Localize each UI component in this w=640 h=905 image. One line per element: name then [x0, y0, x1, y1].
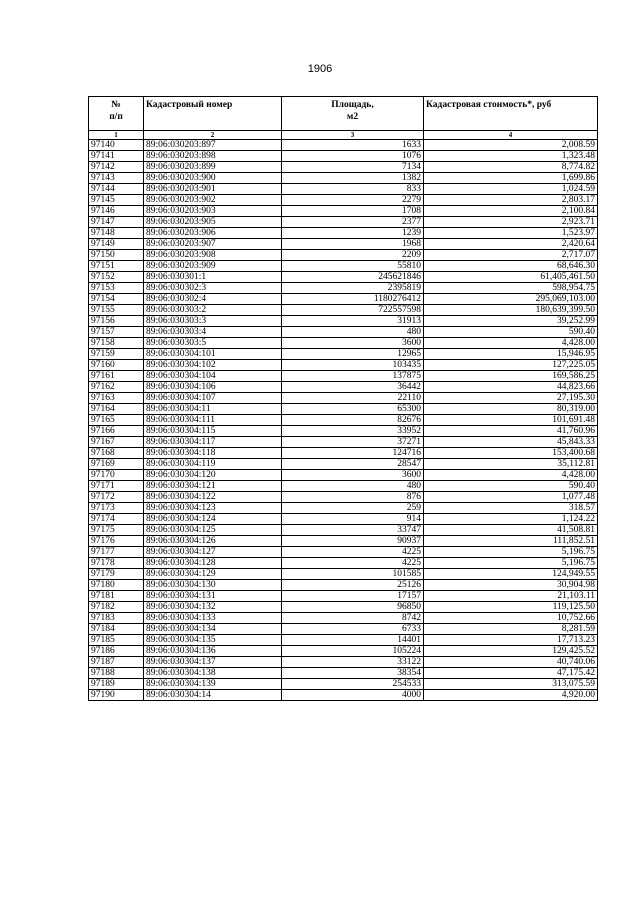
cadastral-value-cell: 30,904.98: [424, 580, 598, 591]
area-cell: 6733: [282, 624, 424, 635]
table-row: [89, 481, 598, 492]
area-cell: 833: [282, 184, 424, 195]
cadastral-number-cell: 89:06:030203:908: [144, 250, 282, 261]
row-number-cell: 97174: [89, 514, 144, 525]
row-number-cell: 97148: [89, 228, 144, 239]
table-row: [89, 690, 598, 701]
area-cell: 1382: [282, 173, 424, 184]
column-number: 4: [424, 131, 598, 140]
cadastral-number-cell: 89:06:030304:133: [144, 613, 282, 624]
table-row: [89, 679, 598, 690]
cadastral-number-cell: 89:06:030203:905: [144, 217, 282, 228]
table-row: [89, 162, 598, 173]
area-cell: 2279: [282, 195, 424, 206]
row-number-cell: 97154: [89, 294, 144, 305]
cadastral-value-cell: 21,103.11: [424, 591, 598, 602]
cadastral-number-cell: 89:06:030304:135: [144, 635, 282, 646]
row-number-cell: 97165: [89, 415, 144, 426]
cadastral-value-cell: 68,646.30: [424, 261, 598, 272]
row-number-cell: 97158: [89, 338, 144, 349]
row-number-cell: 97141: [89, 151, 144, 162]
cadastral-value-cell: 1,024.59: [424, 184, 598, 195]
row-number-cell: 97167: [89, 437, 144, 448]
cadastral-value-cell: 2,008.59: [424, 140, 598, 151]
cadastral-number-cell: 89:06:030304:111: [144, 415, 282, 426]
cadastral-number-cell: 89:06:030304:137: [144, 657, 282, 668]
area-cell: 103435: [282, 360, 424, 371]
table-row: [89, 184, 598, 195]
area-cell: 7134: [282, 162, 424, 173]
row-number-cell: 97144: [89, 184, 144, 195]
area-cell: 3600: [282, 338, 424, 349]
cadastral-value-cell: 1,077.48: [424, 492, 598, 503]
cadastral-number-cell: 89:06:030304:130: [144, 580, 282, 591]
cadastral-number-cell: 89:06:030203:906: [144, 228, 282, 239]
table-row: [89, 459, 598, 470]
cadastral-number-cell: 89:06:030203:898: [144, 151, 282, 162]
cadastral-value-cell: 590.40: [424, 327, 598, 338]
row-number-cell: 97157: [89, 327, 144, 338]
cadastral-number-cell: 89:06:030304:136: [144, 646, 282, 657]
row-number-cell: 97181: [89, 591, 144, 602]
header-cadastral-value: Кадастровая стоимость*, руб: [424, 97, 598, 131]
cadastral-value-cell: 598,954.75: [424, 283, 598, 294]
row-number-cell: 97153: [89, 283, 144, 294]
cadastral-value-cell: 180,639,399.50: [424, 305, 598, 316]
row-number-cell: 97163: [89, 393, 144, 404]
cadastral-number-cell: 89:06:030304:120: [144, 470, 282, 481]
cadastral-value-cell: 8,281.59: [424, 624, 598, 635]
area-cell: 33747: [282, 525, 424, 536]
table-row: [89, 327, 598, 338]
table-row: [89, 272, 598, 283]
row-number-cell: 97178: [89, 558, 144, 569]
table-row: [89, 426, 598, 437]
row-number-cell: 97146: [89, 206, 144, 217]
cadastral-value-cell: 2,420.64: [424, 239, 598, 250]
row-number-cell: 97171: [89, 481, 144, 492]
cadastral-number-cell: 89:06:030304:134: [144, 624, 282, 635]
row-number-cell: 97188: [89, 668, 144, 679]
row-number-cell: 97145: [89, 195, 144, 206]
cadastral-number-cell: 89:06:030304:117: [144, 437, 282, 448]
area-cell: 1076: [282, 151, 424, 162]
area-cell: 480: [282, 481, 424, 492]
area-cell: 2395819: [282, 283, 424, 294]
cadastral-number-cell: 89:06:030203:907: [144, 239, 282, 250]
table-row: [89, 525, 598, 536]
row-number-cell: 97187: [89, 657, 144, 668]
area-cell: 55810: [282, 261, 424, 272]
cadastral-table: [88, 96, 598, 701]
cadastral-value-cell: 124,949.55: [424, 569, 598, 580]
area-cell: 22110: [282, 393, 424, 404]
cadastral-value-cell: 10,752.66: [424, 613, 598, 624]
cadastral-number-cell: 89:06:030304:14: [144, 690, 282, 701]
table-row: [89, 492, 598, 503]
cadastral-value-cell: 153,400.68: [424, 448, 598, 459]
area-cell: 25126: [282, 580, 424, 591]
cadastral-value-cell: 47,175.42: [424, 668, 598, 679]
cadastral-number-cell: 89:06:030203:909: [144, 261, 282, 272]
area-cell: 28547: [282, 459, 424, 470]
cadastral-value-cell: 39,252.99: [424, 316, 598, 327]
cadastral-value-cell: 1,523.97: [424, 228, 598, 239]
area-cell: 36442: [282, 382, 424, 393]
row-number-cell: 97179: [89, 569, 144, 580]
area-cell: 38354: [282, 668, 424, 679]
table-row: [89, 558, 598, 569]
table-body: [89, 140, 598, 701]
area-cell: 137875: [282, 371, 424, 382]
table-row: [89, 668, 598, 679]
area-cell: 245621846: [282, 272, 424, 283]
row-number-cell: 97156: [89, 316, 144, 327]
cadastral-value-cell: 40,740.06: [424, 657, 598, 668]
cadastral-number-cell: 89:06:030203:897: [144, 140, 282, 151]
cadastral-number-cell: 89:06:030304:104: [144, 371, 282, 382]
area-cell: 914: [282, 514, 424, 525]
row-number-cell: 97175: [89, 525, 144, 536]
row-number-cell: 97161: [89, 371, 144, 382]
table-row: [89, 536, 598, 547]
area-cell: 722557598: [282, 305, 424, 316]
cadastral-number-cell: 89:06:030203:902: [144, 195, 282, 206]
cadastral-number-cell: 89:06:030203:899: [144, 162, 282, 173]
area-cell: 82676: [282, 415, 424, 426]
cadastral-value-cell: 35,112.81: [424, 459, 598, 470]
cadastral-number-cell: 89:06:030304:118: [144, 448, 282, 459]
area-cell: 105224: [282, 646, 424, 657]
row-number-cell: 97162: [89, 382, 144, 393]
row-number-cell: 97147: [89, 217, 144, 228]
table-row: [89, 151, 598, 162]
area-cell: 65300: [282, 404, 424, 415]
table-row: [89, 580, 598, 591]
cadastral-value-cell: 4,428.00: [424, 470, 598, 481]
cadastral-number-cell: 89:06:030304:138: [144, 668, 282, 679]
cadastral-value-cell: 80,319.00: [424, 404, 598, 415]
table-row: [89, 635, 598, 646]
cadastral-value-cell: 1,124.22: [424, 514, 598, 525]
area-cell: 96850: [282, 602, 424, 613]
row-number-cell: 97177: [89, 547, 144, 558]
cadastral-value-cell: 2,923.71: [424, 217, 598, 228]
area-cell: 1239: [282, 228, 424, 239]
cadastral-number-cell: 89:06:030304:129: [144, 569, 282, 580]
cadastral-number-cell: 89:06:030302:3: [144, 283, 282, 294]
table-row: [89, 195, 598, 206]
table-row: [89, 305, 598, 316]
cadastral-number-cell: 89:06:030304:124: [144, 514, 282, 525]
cadastral-value-cell: 2,100.84: [424, 206, 598, 217]
area-cell: 37271: [282, 437, 424, 448]
row-number-cell: 97164: [89, 404, 144, 415]
row-number-cell: 97189: [89, 679, 144, 690]
table-row: [89, 547, 598, 558]
area-cell: 3600: [282, 470, 424, 481]
table-row: [89, 569, 598, 580]
table-row: [89, 349, 598, 360]
cadastral-value-cell: 129,425.52: [424, 646, 598, 657]
cadastral-value-cell: 295,069,103.00: [424, 294, 598, 305]
table-row: [89, 470, 598, 481]
row-number-cell: 97186: [89, 646, 144, 657]
cadastral-value-cell: 127,225.05: [424, 360, 598, 371]
row-number-cell: 97168: [89, 448, 144, 459]
table-row: [89, 448, 598, 459]
cadastral-number-cell: 89:06:030304:123: [144, 503, 282, 514]
table-row: [89, 437, 598, 448]
cadastral-number-cell: 89:06:030304:107: [144, 393, 282, 404]
area-cell: 90937: [282, 536, 424, 547]
cadastral-value-cell: 313,075.59: [424, 679, 598, 690]
cadastral-number-cell: 89:06:030303:4: [144, 327, 282, 338]
header-row: [89, 97, 598, 131]
cadastral-value-cell: 590.40: [424, 481, 598, 492]
area-cell: 8742: [282, 613, 424, 624]
row-number-cell: 97150: [89, 250, 144, 261]
row-number-cell: 97169: [89, 459, 144, 470]
cadastral-value-cell: 44,823.66: [424, 382, 598, 393]
header-area: Площадь, м2: [282, 97, 424, 131]
cadastral-value-cell: 4,428.00: [424, 338, 598, 349]
cadastral-number-cell: 89:06:030304:119: [144, 459, 282, 470]
table-row: [89, 173, 598, 184]
table-row: [89, 316, 598, 327]
table-header: [89, 97, 598, 140]
table-row: [89, 261, 598, 272]
cadastral-value-cell: 41,760.96: [424, 426, 598, 437]
area-cell: 12965: [282, 349, 424, 360]
cadastral-number-cell: 89:06:030303:2: [144, 305, 282, 316]
cadastral-value-cell: 41,508.81: [424, 525, 598, 536]
table-row: [89, 646, 598, 657]
table-row: [89, 228, 598, 239]
cadastral-value-cell: 169,586.25: [424, 371, 598, 382]
area-cell: 1708: [282, 206, 424, 217]
cadastral-number-cell: 89:06:030303:5: [144, 338, 282, 349]
row-number-cell: 97185: [89, 635, 144, 646]
column-number: 1: [89, 131, 144, 140]
cadastral-number-cell: 89:06:030304:131: [144, 591, 282, 602]
area-cell: 14401: [282, 635, 424, 646]
row-number-cell: 97172: [89, 492, 144, 503]
cadastral-number-cell: 89:06:030304:132: [144, 602, 282, 613]
area-cell: 4225: [282, 558, 424, 569]
cadastral-value-cell: 15,946.95: [424, 349, 598, 360]
header-row-number: № п/п: [89, 97, 144, 131]
cadastral-number-cell: 89:06:030304:121: [144, 481, 282, 492]
row-number-cell: 97160: [89, 360, 144, 371]
cadastral-number-cell: 89:06:030304:102: [144, 360, 282, 371]
area-cell: 33122: [282, 657, 424, 668]
row-number-cell: 97170: [89, 470, 144, 481]
cadastral-value-cell: 101,691.48: [424, 415, 598, 426]
table-row: [89, 404, 598, 415]
cadastral-number-cell: 89:06:030304:122: [144, 492, 282, 503]
cadastral-number-cell: 89:06:030301:1: [144, 272, 282, 283]
area-cell: 4225: [282, 547, 424, 558]
cadastral-number-cell: 89:06:030304:127: [144, 547, 282, 558]
table-row: [89, 624, 598, 635]
row-number-cell: 97140: [89, 140, 144, 151]
cadastral-number-cell: 89:06:030303:3: [144, 316, 282, 327]
table-row: [89, 613, 598, 624]
row-number-cell: 97182: [89, 602, 144, 613]
table-row: [89, 503, 598, 514]
cadastral-value-cell: 318.57: [424, 503, 598, 514]
area-cell: 4000: [282, 690, 424, 701]
table-row: [89, 415, 598, 426]
table-row: [89, 393, 598, 404]
table-row: [89, 294, 598, 305]
area-cell: 31913: [282, 316, 424, 327]
area-cell: 259: [282, 503, 424, 514]
cadastral-value-cell: 111,852.51: [424, 536, 598, 547]
column-number-row: [89, 131, 598, 140]
cadastral-value-cell: 5,196.75: [424, 558, 598, 569]
cadastral-value-cell: 45,843.33: [424, 437, 598, 448]
table-row: [89, 602, 598, 613]
cadastral-number-cell: 89:06:030304:139: [144, 679, 282, 690]
row-number-cell: 97176: [89, 536, 144, 547]
cadastral-value-cell: 61,405,461.50: [424, 272, 598, 283]
table-row: [89, 371, 598, 382]
table-row: [89, 239, 598, 250]
column-number: 2: [144, 131, 282, 140]
area-cell: 876: [282, 492, 424, 503]
cadastral-number-cell: 89:06:030304:11: [144, 404, 282, 415]
cadastral-value-cell: 17,713.23: [424, 635, 598, 646]
area-cell: 1633: [282, 140, 424, 151]
area-cell: 254533: [282, 679, 424, 690]
row-number-cell: 97173: [89, 503, 144, 514]
row-number-cell: 97180: [89, 580, 144, 591]
row-number-cell: 97190: [89, 690, 144, 701]
area-cell: 1180276412: [282, 294, 424, 305]
cadastral-number-cell: 89:06:030304:115: [144, 426, 282, 437]
cadastral-number-cell: 89:06:030304:128: [144, 558, 282, 569]
cadastral-value-cell: 119,125.50: [424, 602, 598, 613]
table-row: [89, 591, 598, 602]
row-number-cell: 97151: [89, 261, 144, 272]
cadastral-number-cell: 89:06:030304:106: [144, 382, 282, 393]
row-number-cell: 97183: [89, 613, 144, 624]
table-row: [89, 657, 598, 668]
area-cell: 124716: [282, 448, 424, 459]
cadastral-value-cell: 27,195.30: [424, 393, 598, 404]
cadastral-number-cell: 89:06:030203:900: [144, 173, 282, 184]
area-cell: 2209: [282, 250, 424, 261]
area-cell: 17157: [282, 591, 424, 602]
header-cadastral-number: Кадастровый номер: [144, 97, 282, 131]
cadastral-value-cell: 1,323.48: [424, 151, 598, 162]
cadastral-number-cell: 89:06:030304:125: [144, 525, 282, 536]
cadastral-value-cell: 5,196.75: [424, 547, 598, 558]
cadastral-value-cell: 4,920.00: [424, 690, 598, 701]
cadastral-number-cell: 89:06:030302:4: [144, 294, 282, 305]
row-number-cell: 97155: [89, 305, 144, 316]
area-cell: 1968: [282, 239, 424, 250]
cadastral-number-cell: 89:06:030304:101: [144, 349, 282, 360]
area-cell: 480: [282, 327, 424, 338]
cadastral-number-cell: 89:06:030203:901: [144, 184, 282, 195]
area-cell: 101585: [282, 569, 424, 580]
column-number: 3: [282, 131, 424, 140]
row-number-cell: 97166: [89, 426, 144, 437]
table-row: [89, 140, 598, 151]
table-row: [89, 360, 598, 371]
table-row: [89, 217, 598, 228]
table-row: [89, 382, 598, 393]
cadastral-value-cell: 2,717.07: [424, 250, 598, 261]
cadastral-value-cell: 8,774.82: [424, 162, 598, 173]
row-number-cell: 97152: [89, 272, 144, 283]
row-number-cell: 97149: [89, 239, 144, 250]
row-number-cell: 97184: [89, 624, 144, 635]
row-number-cell: 97143: [89, 173, 144, 184]
page-number: 1906: [307, 63, 333, 75]
cadastral-value-cell: 1,699.86: [424, 173, 598, 184]
table-row: [89, 206, 598, 217]
row-number-cell: 97159: [89, 349, 144, 360]
table-row: [89, 250, 598, 261]
area-cell: 2377: [282, 217, 424, 228]
area-cell: 33952: [282, 426, 424, 437]
table-row: [89, 338, 598, 349]
cadastral-value-cell: 2,803.17: [424, 195, 598, 206]
table-row: [89, 514, 598, 525]
table-row: [89, 283, 598, 294]
cadastral-number-cell: 89:06:030203:903: [144, 206, 282, 217]
row-number-cell: 97142: [89, 162, 144, 173]
cadastral-number-cell: 89:06:030304:126: [144, 536, 282, 547]
